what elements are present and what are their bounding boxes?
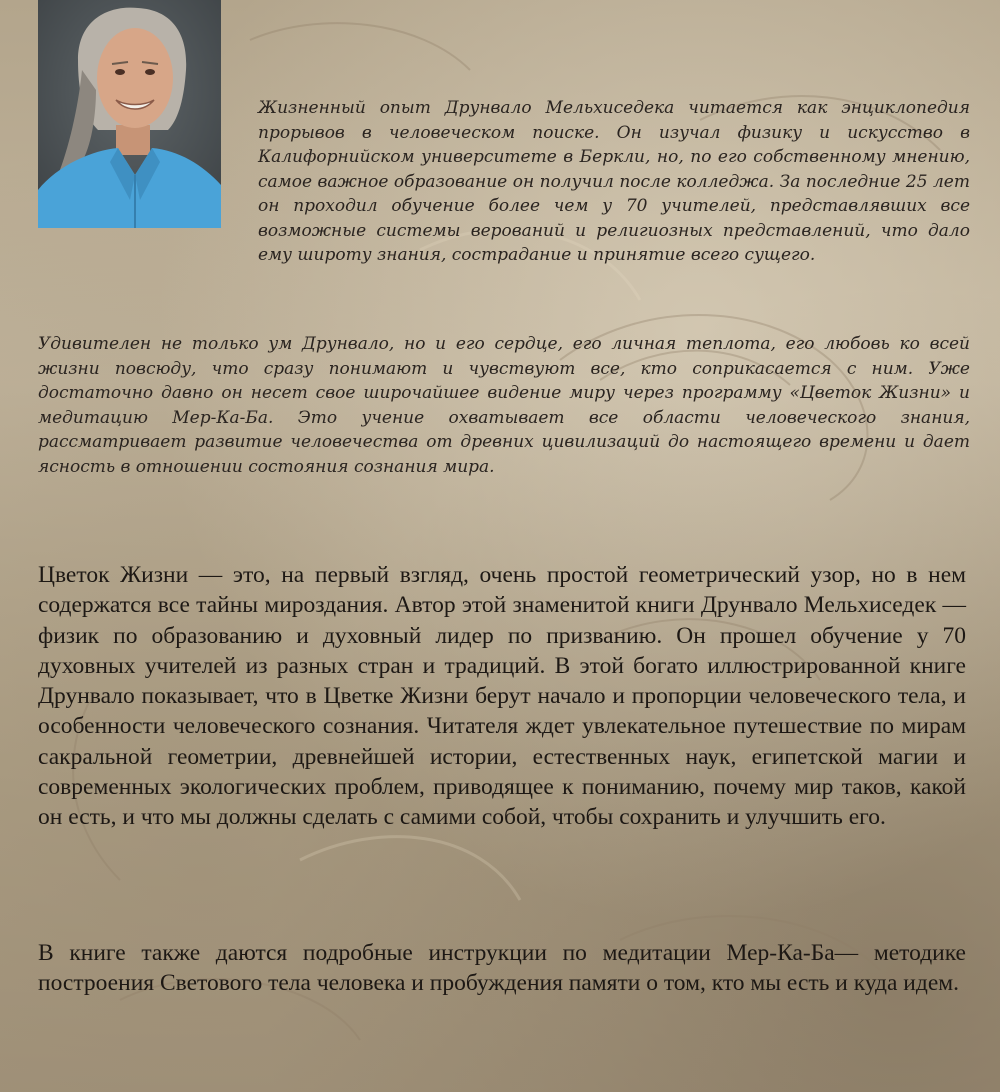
book-description [38, 560, 966, 833]
bio-paragraph: Жизненный опыт Друнвало Мельхиседека читается как энциклопедия прорывов в человеческом поиске. Он изучал физику и искусство в Калифорнийском университете в Беркли, но, по его собственному мнению, самое важное образование он получил после колледжа. За последние 25 лет он проходил обучение более чем у 70 учителей, представлявших все возможные системы верований и религиозных представлений, что дало ему широту знания, сострадание и принятие всего сущего. [258, 98, 970, 265]
book-description-continued [38, 938, 966, 999]
author-photo [38, 0, 221, 228]
author-bio-continued [38, 332, 970, 479]
author-bio-intro [258, 96, 970, 268]
bio-paragraph: Удивителен не только ум Друнвало, но и его сердце, его личная теплота, его любовь ко всей жизни повсюду, что сразу понимают и чувствуют все, кто соприкасается с ним. Уже достаточно давно он несет свое широчайшее видение миру через программу «Цветок Жизни» и медитацию Мер-Ка-Ба. Это учение охватывает все области человеческого знания, рассматривает развитие человечества от древних цивилизаций до настоящего времени и дает ясность в отношении состояния сознания мира. [38, 334, 970, 477]
description-paragraph: В книге также даются подробные инструкции по медитации Мер-Ка-Ба— методике построения Светового тела человека и пробуждения памяти о том, кто мы есть и куда идем. [38, 940, 966, 997]
description-paragraph: Цветок Жизни — это, на первый взгляд, очень простой геометрический узор, но в нем содержатся все тайны мироздания. Автор этой знаменитой книги Друнвало Мельхиседек — физик по образованию и духовный лидер по призванию. Он прошел обучение у 70 духовных учителей из разных стран и традиций. В этой богато иллюстрированной книге Друнвало показывает, что в Цветке Жизни берут начало и пропорции человеческого тела, и особенности человеческого сознания. Читателя ждет увлекательное путешествие по мирам сакральной геометрии, древнейшей истории, естественных наук, египетской магии и современных экологических проблем, приводящее к пониманию, почему мир таков, какой он есть, и что мы должны сделать с самими собой, чтобы сохранить и улучшить его. [38, 562, 966, 831]
author-portrait-icon [38, 0, 221, 228]
